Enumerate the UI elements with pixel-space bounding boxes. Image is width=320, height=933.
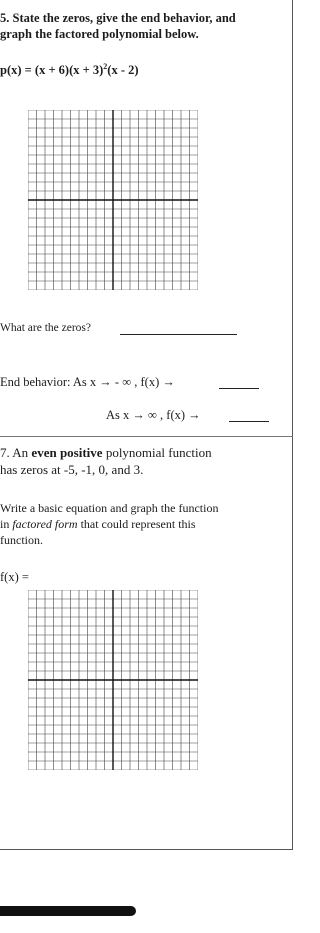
question-5-line-1: 5. State the zeros, give the end behavior, and xyxy=(0,11,236,25)
zeros-prompt: What are the zeros? xyxy=(0,322,91,334)
end-behavior-left-answer-line[interactable] xyxy=(219,388,259,389)
formula-tail: (x - 2) xyxy=(107,63,139,78)
end-behavior-left: End behavior: As x → - ∞ , f(x) → xyxy=(0,375,175,389)
home-indicator-bar xyxy=(0,906,136,916)
instr-italic: factored form xyxy=(12,517,78,531)
q7-bold: even positive xyxy=(31,445,103,460)
formula-exponent: 2 xyxy=(103,62,108,71)
fx-label: f(x) = xyxy=(0,570,29,584)
question-7-instructions xyxy=(0,500,218,548)
polynomial-formula xyxy=(0,62,139,78)
instr-prefix: in xyxy=(0,517,13,531)
graph-grid-1[interactable] xyxy=(28,110,198,290)
zeros-answer-line[interactable] xyxy=(120,334,237,335)
question-7-line-1 xyxy=(0,444,212,461)
q7-suffix: polynomial function xyxy=(102,445,212,460)
graph-grid-2[interactable] xyxy=(28,590,198,770)
question-7 xyxy=(0,444,212,478)
question-7-line-2: has zeros at -5, -1, 0, and 3. xyxy=(0,462,144,477)
section-divider xyxy=(0,436,293,437)
q7-prefix: 7. An xyxy=(0,445,32,460)
instructions-line-1: Write a basic equation and graph the function xyxy=(0,501,219,515)
question-5-title xyxy=(0,10,236,42)
question-5-line-2: graph the factored polynomial below. xyxy=(0,27,199,41)
instr-suffix: that could represent this xyxy=(77,517,196,531)
end-behavior-right-answer-line[interactable] xyxy=(229,421,269,422)
instructions-line-2 xyxy=(0,516,218,532)
instructions-line-3: function. xyxy=(0,533,43,547)
end-behavior-right: As x → ∞ , f(x) → xyxy=(106,408,201,422)
formula-main: p(x) = (x + 6)(x + 3) xyxy=(0,63,104,78)
